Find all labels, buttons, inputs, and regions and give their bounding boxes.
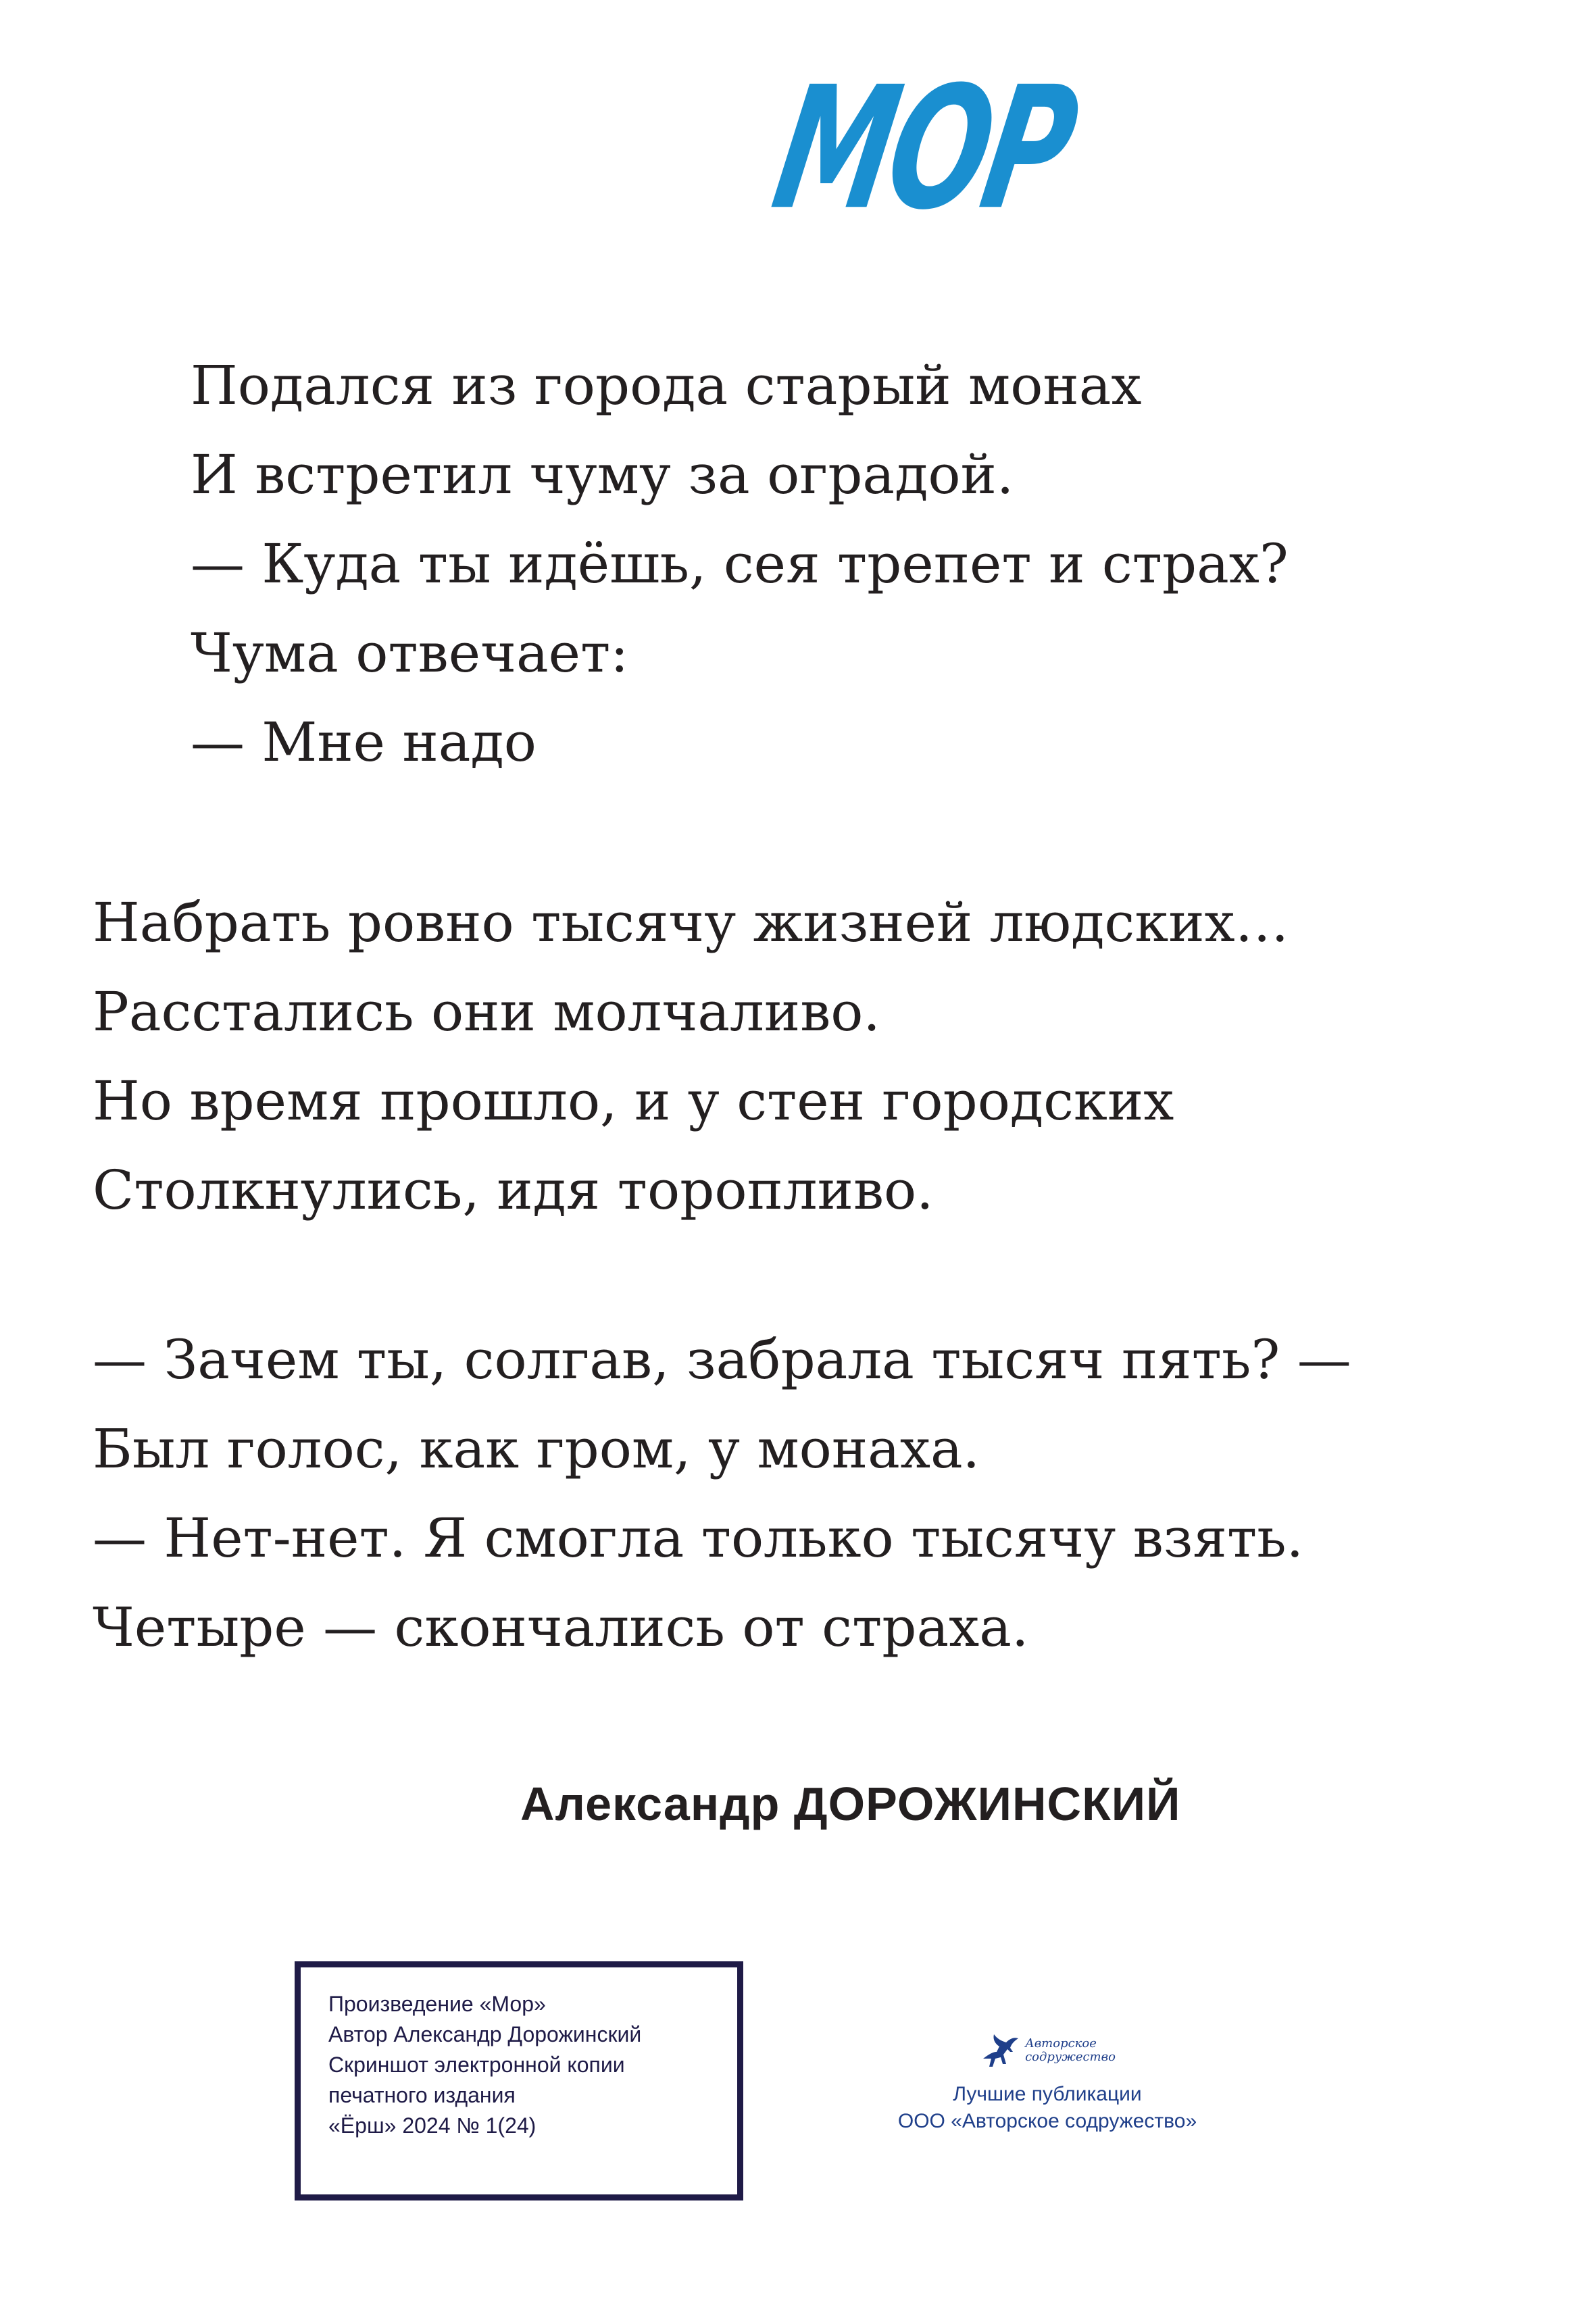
- author-name: Александр ДОРОЖИНСКИЙ: [520, 1778, 1181, 1830]
- info-line: Автор Александр Дорожинский: [328, 2022, 642, 2046]
- stanza-line: Подался из города старый монах: [191, 354, 1142, 417]
- info-line: Произведение «Мор»: [328, 1992, 546, 2016]
- stanza-2: [93, 878, 1289, 1235]
- stanza-line: — Нет-нет. Я смогла только тысячу взять.: [93, 1507, 1304, 1569]
- page-title: МОР: [762, 49, 1087, 247]
- stanza-1: [191, 341, 1289, 787]
- publisher-logo-text-1: Авторское: [1025, 2036, 1097, 2051]
- publisher-logo-text-2: содружество: [1025, 2050, 1116, 2064]
- pegasus-icon: [979, 2032, 1020, 2069]
- stanza-line: — Зачем ты, солгав, забрала тысяч пять? —: [93, 1328, 1351, 1391]
- stanza-line: И встретил чуму за оградой.: [191, 443, 1014, 506]
- stanza-line: Столкнулись, идя торопливо.: [93, 1159, 934, 1222]
- stanza-line: Был голос, как гром, у монаха.: [93, 1417, 980, 1480]
- stanza-line: Но время прошло, и у стен городских: [93, 1070, 1174, 1132]
- publisher-logo: [979, 2020, 1116, 2081]
- publisher-block: [872, 2020, 1223, 2135]
- info-box: [295, 1961, 743, 2200]
- publisher-logo-text: [1025, 2037, 1116, 2064]
- info-line: печатного издания: [328, 2083, 516, 2107]
- publisher-tagline: Лучшие публикации: [953, 2083, 1142, 2105]
- info-line: «Ёрш» 2024 № 1(24): [328, 2113, 537, 2138]
- stanza-line: Набрать ровно тысячу жизней людских…: [93, 891, 1289, 954]
- stanza-line: — Куда ты идёшь, сея трепет и страх?: [191, 532, 1289, 595]
- stanza-line: Чума отвечает:: [191, 622, 629, 684]
- stanza-line: Четыре — скончались от страха.: [93, 1596, 1029, 1659]
- stanza-line: Расстались они молчаливо.: [93, 980, 880, 1043]
- stanza-line: — Мне надо: [191, 711, 537, 774]
- stanza-3: [93, 1315, 1351, 1672]
- info-line: Скриншот электронной копии: [328, 2053, 625, 2077]
- publisher-company: ООО «Авторское содружество»: [897, 2110, 1197, 2132]
